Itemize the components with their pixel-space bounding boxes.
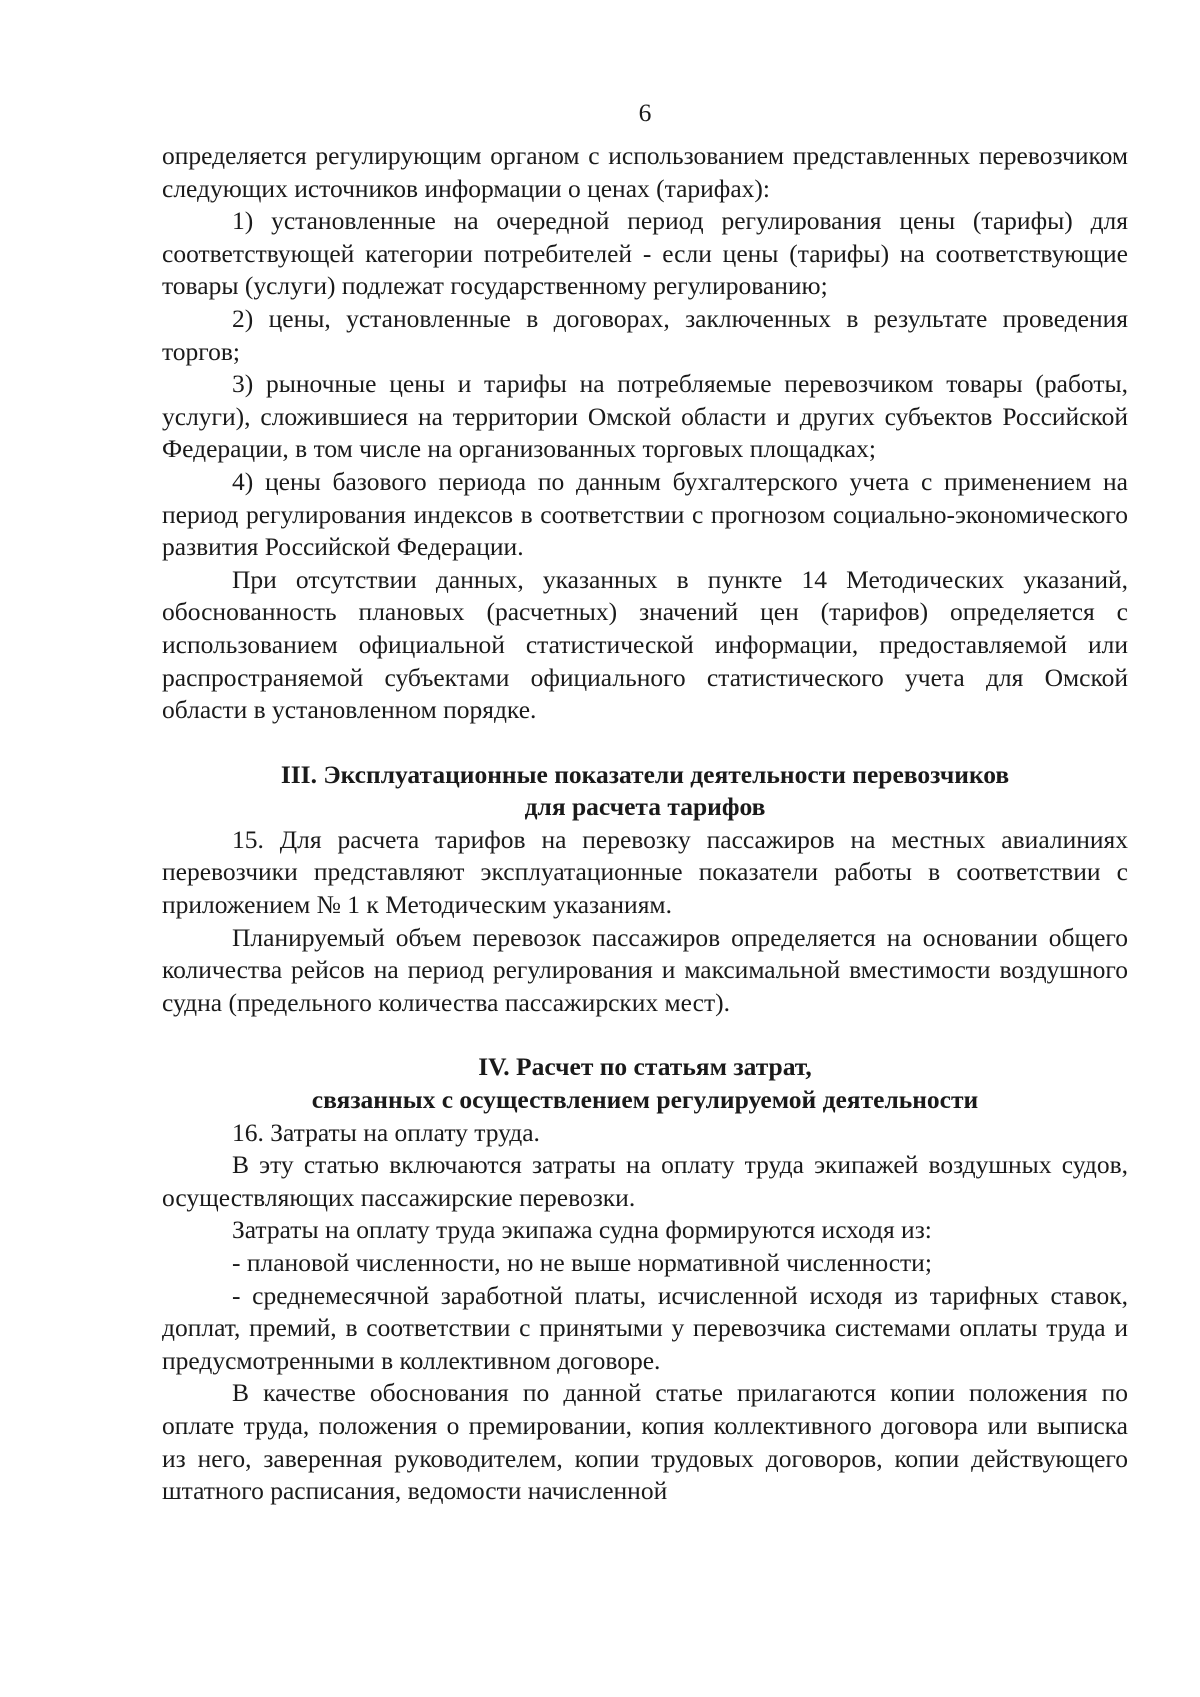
section-gap bbox=[162, 1019, 1128, 1051]
paragraph-missing-data: При отсутствии данных, указанных в пункте 14 Методических указаний, обоснованность плановых (расчетных) значений цен (тарифов) определяется с использованием официальной статистической информации, предоставляемой или распространяемой субъектами официального статистического учета для Омской области в установленном порядке. bbox=[162, 564, 1128, 725]
document-page bbox=[162, 98, 1128, 1508]
section-4-heading-line1: IV. Расчет по статьям затрат, bbox=[478, 1052, 812, 1082]
paragraph-crew-costs: Затраты на оплату труда экипажа судна формируются исходя из: bbox=[232, 1215, 932, 1245]
section-4-heading-line2: связанных с осуществлением регулируемой деятельности bbox=[311, 1085, 979, 1115]
paragraph-labor-costs: В эту статью включаются затраты на оплату труда экипажей воздушных судов, осуществляющих пассажирские перевозки. bbox=[162, 1150, 1128, 1212]
page-number: 6 bbox=[638, 98, 652, 127]
list-item-1: 1) установленные на очередной период регулирования цены (тарифы) для соответствующей категории потребителей - если цены (тарифы) на соответствующие товары (услуги) подлежат государственному регулированию; bbox=[162, 206, 1128, 301]
paragraph-justification: В качестве обоснования по данной статье прилагаются копии положения по оплате труда, положения о премировании, копия коллективного договора или выписка из него, заверенная руководителем, копии трудовых договоров, копии действующего штатного расписания, ведомости начисленной bbox=[162, 1378, 1128, 1506]
paragraph-16: 16. Затраты на оплату труда. bbox=[232, 1117, 540, 1147]
section-3-heading-line2: для расчета тарифов bbox=[524, 792, 766, 822]
section-3-heading-line1: III. Эксплуатационные показатели деятельности перевозчиков bbox=[280, 759, 1010, 789]
paragraph-15: 15. Для расчета тарифов на перевозку пассажиров на местных авиалиниях перевозчики представляют эксплуатационные показатели работы в соответствии с приложением № 1 к Методическим указаниям. bbox=[162, 824, 1128, 920]
list-item-4: 4) цены базового периода по данным бухгалтерского учета с применением на период регулирования индексов в соответствии с прогнозом социально-экономического развития Российской Федерации. bbox=[162, 466, 1128, 562]
list-item-2: 2) цены, установленные в договорах, заключенных в результате проведения торгов; bbox=[162, 303, 1128, 366]
paragraph-planned-volume: Планируемый объем перевозок пассажиров определяется на основании общего количества рейсов на период регулирования и максимальной вместимости воздушного судна (предельного количества пассажирских мест). bbox=[162, 922, 1128, 1017]
paragraph-continuation: определяется регулирующим органом с использованием представленных перевозчиком следующих источников информации о ценах (тарифах): bbox=[162, 141, 1128, 203]
bullet-planned-headcount: - плановой численности, но не выше нормативной численности; bbox=[232, 1248, 932, 1277]
list-item-3: 3) рыночные цены и тарифы на потребляемые перевозчиком товары (работы, услуги), сложившиеся на территории Омской области и других субъектов Российской Федерации, в том числе на организованных торговых площадках; bbox=[162, 369, 1128, 464]
bullet-average-salary: - среднемесячной заработной платы, исчисленной исходя из тарифных ставок, доплат, премий, в соответствии с принятыми у перевозчика системами оплаты труда и предусмотренными в коллективном договоре. bbox=[162, 1280, 1128, 1375]
section-gap bbox=[162, 727, 1128, 759]
